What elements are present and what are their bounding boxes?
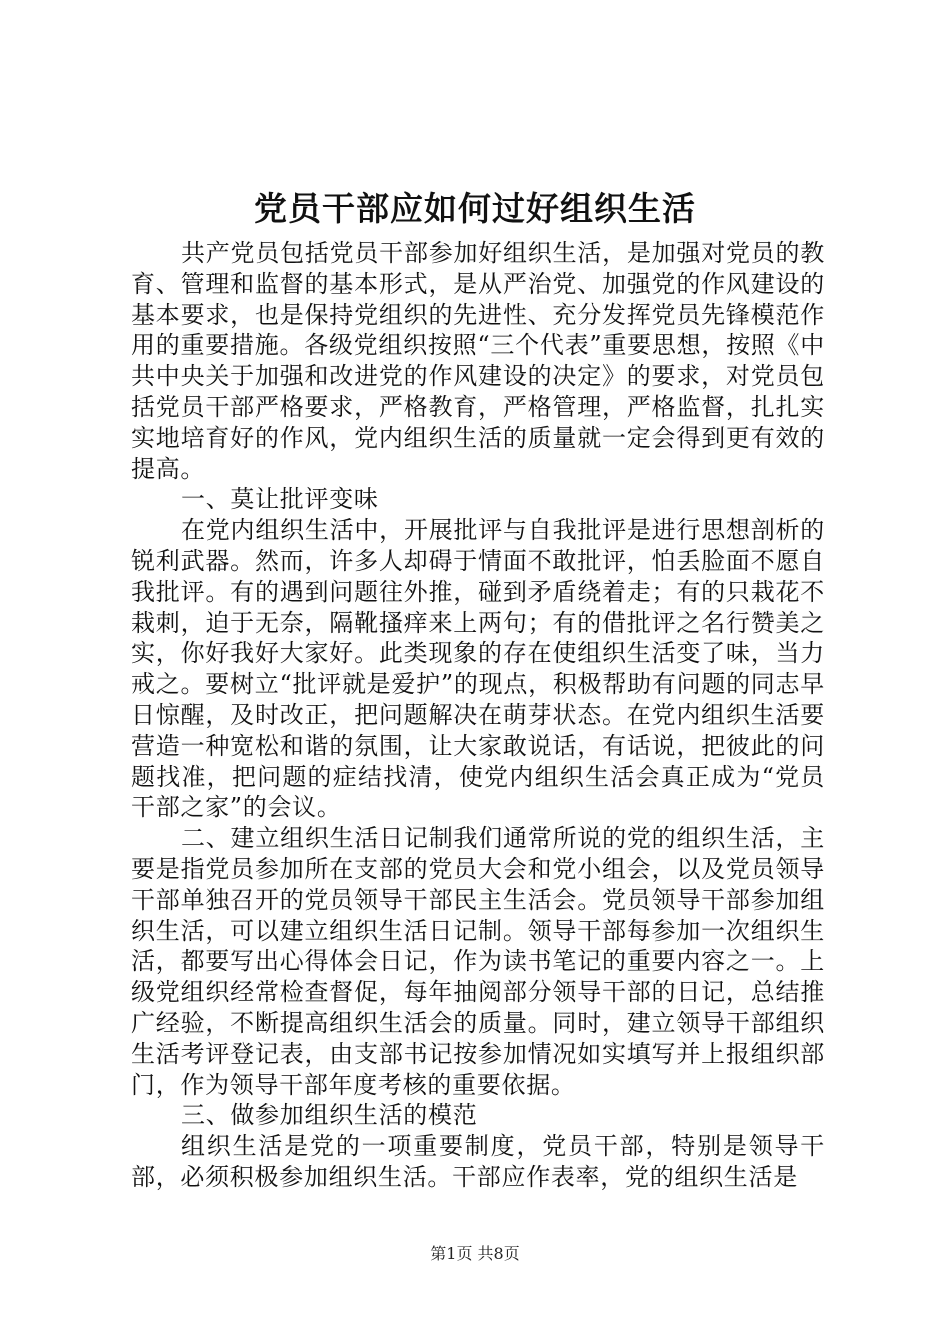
document-body (131, 238, 825, 1193)
paragraph-intro: 共产党员包括党员干部参加好组织生活，是加强对党员的教育、管理和监督的基本形式，是从严治党、加强党的作风建设的基本要求，也是保持党组织的先进性、充分发挥党员先锋模范作用的重要措施。各级党组织按照“三个代表”重要思想，按照《中共中央关于加强和改进党的作风建设的决定》的要求，对党员包括党员干部严格要求，严格教育，严格管理，严格监督，扎扎实实地培育好的作风，党内组织生活的质量就一定会得到更有效的提高。 (131, 239, 825, 483)
section-heading-3: 三、做参加组织生活的模范 (181, 1101, 478, 1130)
page-number-footer: 第1页 共8页 (430, 1244, 520, 1263)
document-title: 党员干部应如何过好组织生活 (254, 189, 696, 228)
paragraph-section-3: 组织生活是党的一项重要制度，党员干部，特别是领导干部，必须积极参加组织生活。干部应作表率，党的组织生活是 (131, 1132, 825, 1191)
section-heading-1: 一、莫让批评变味 (181, 485, 379, 514)
paragraph-section-1: 在党内组织生活中，开展批评与自我批评是进行思想剖析的锐利武器。然而，许多人却碍于情面不敢批评，怕丢脸面不愿自我批评。有的遇到问题往外推，碰到矛盾绕着走；有的只栽花不栽刺，迫于无奈，隔靴搔痒来上两句；有的借批评之名行赞美之实，你好我好大家好。此类现象的存在使组织生活变了味，当力戒之。要树立“批评就是爱护”的现点，积极帮助有问题的同志早日惊醒，及时改正，把问题解决在萌芽状态。在党内组织生活要营造一种宽松和谐的氛围，让大家敢说话，有话说，把彼此的问题找准，把问题的症结找清，使党内组织生活会真正成为“党员干部之家”的会议。 (131, 516, 825, 822)
paragraph-section-2: 二、建立组织生活日记制我们通常所说的党的组织生活，主要是指党员参加所在支部的党员大会和党小组会，以及党员领导干部单独召开的党员领导干部民主生活会。党员领导干部参加组织生活，可以建立组织生活日记制。领导干部每参加一次组织生活，都要写出心得体会日记，作为读书笔记的重要内容之一。上级党组织经常检查督促，每年抽阅部分领导干部的日记，总结推广经验，不断提高组织生活会的质量。同时，建立领导干部组织生活考评登记表，由支部书记按参加情况如实填写并上报组织部门，作为领导干部年度考核的重要依据。 (131, 824, 825, 1099)
